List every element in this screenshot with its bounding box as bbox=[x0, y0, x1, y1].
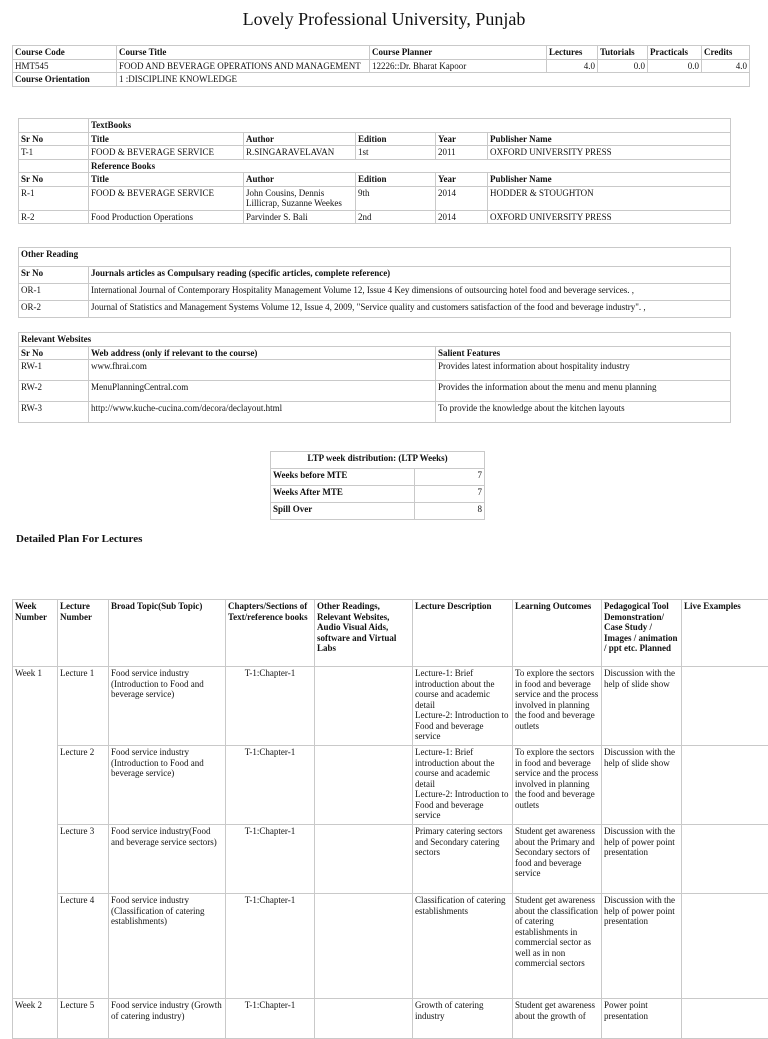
broad-topic: Food service industry (Introduction to Food and beverage service) bbox=[109, 667, 226, 746]
course-planner-header: Course Planner bbox=[370, 46, 547, 60]
other-reading-header-row bbox=[19, 267, 731, 284]
table-header: Sr No bbox=[19, 267, 89, 284]
table-row bbox=[271, 469, 485, 486]
tutorials-header: Tutorials bbox=[598, 46, 648, 60]
cell: 7 bbox=[415, 469, 485, 486]
websites-label: Relevant Websites bbox=[19, 333, 731, 347]
table-header: Sr No bbox=[19, 132, 89, 146]
textbooks-label: TextBooks bbox=[89, 119, 731, 133]
table-row bbox=[13, 825, 768, 894]
table-row bbox=[13, 667, 768, 746]
cell: FOOD & BEVERAGE SERVICE bbox=[89, 146, 244, 160]
cell: International Journal of Contemporary Hospitality Management Volume 12, Issue 4 Key dimensions of outsourcing hotel food and beverage services. , bbox=[89, 284, 731, 301]
broad-topic: Food service industry (Growth of catering industry) bbox=[109, 999, 226, 1039]
cell: FOOD & BEVERAGE SERVICE bbox=[89, 186, 244, 210]
table-header: Sr No bbox=[19, 346, 89, 360]
table-header: Journals articles as Compulsary reading (specific articles, complete reference) bbox=[89, 267, 731, 284]
table-row bbox=[13, 999, 768, 1039]
table-row bbox=[19, 381, 731, 402]
table-row bbox=[19, 186, 731, 210]
lecture-description: Primary catering sectors and Secondary catering sectors bbox=[413, 825, 513, 894]
tutorials-value: 0.0 bbox=[598, 59, 648, 73]
cell: R.SINGARAVELAVAN bbox=[244, 146, 356, 160]
table-header: Other Readings, Relevant Websites, Audio Visual Aids, software and Virtual Labs bbox=[315, 600, 413, 667]
websites-section-row bbox=[19, 333, 731, 347]
reference-books-label: Reference Books bbox=[89, 159, 731, 173]
table-row bbox=[19, 210, 731, 224]
ltp-table bbox=[270, 451, 485, 520]
table-row bbox=[13, 746, 768, 825]
broad-topic: Food service industry (Classification of catering establishments) bbox=[109, 894, 226, 999]
table-header: Year bbox=[436, 173, 488, 187]
course-value-row bbox=[13, 59, 750, 73]
table-header: Week Number bbox=[13, 600, 58, 667]
lecture-description: Lecture-1: Brief introduction about the course and academic detail Lecture-2: Introduction to Food and beverage service bbox=[413, 746, 513, 825]
chapters: T-1:Chapter-1 bbox=[226, 999, 315, 1039]
table-row bbox=[19, 402, 731, 423]
cell: 2011 bbox=[436, 146, 488, 160]
course-code-header: Course Code bbox=[13, 46, 117, 60]
cell: 2nd bbox=[356, 210, 436, 224]
table-header: Publisher Name bbox=[488, 173, 731, 187]
cell: Journal of Statistics and Management Systems Volume 12, Issue 4, 2009, "Service quality and customers satisfaction of the food and beverage industry". , bbox=[89, 301, 731, 318]
cell: OR-1 bbox=[19, 284, 89, 301]
cell: Weeks before MTE bbox=[271, 469, 415, 486]
lecture-description: Lecture-1: Brief introduction about the course and academic detail Lecture-2: Introduction to Food and beverage service bbox=[413, 667, 513, 746]
cell: Food Production Operations bbox=[89, 210, 244, 224]
live-examples bbox=[682, 667, 768, 746]
cell: HODDER & STOUGHTON bbox=[488, 186, 731, 210]
cell: 2014 bbox=[436, 186, 488, 210]
lecture-description: Growth of catering industry bbox=[413, 999, 513, 1039]
other-reading-section-row bbox=[19, 248, 731, 267]
cell: To provide the knowledge about the kitchen layouts bbox=[436, 402, 731, 423]
table-header: Web address (only if relevant to the course) bbox=[89, 346, 436, 360]
table-row bbox=[19, 360, 731, 381]
table-header: Chapters/Sections of Text/reference books bbox=[226, 600, 315, 667]
week-number: Week 2 bbox=[13, 999, 58, 1039]
table-header: Sr No bbox=[19, 173, 89, 187]
plan-header-row bbox=[13, 600, 768, 667]
reference-section-row bbox=[19, 159, 731, 173]
credits-value: 4.0 bbox=[702, 59, 750, 73]
course-info-table bbox=[12, 45, 750, 87]
ltp-header-row bbox=[271, 452, 485, 469]
cell: Provides latest information about hospitality industry bbox=[436, 360, 731, 381]
lecture-description: Classification of catering establishments bbox=[413, 894, 513, 999]
table-header: Edition bbox=[356, 132, 436, 146]
table-header: Lecture Number bbox=[58, 600, 109, 667]
table-row bbox=[13, 894, 768, 999]
books-table bbox=[18, 118, 731, 224]
lecture-number: Lecture 3 bbox=[58, 825, 109, 894]
other-reading-table bbox=[18, 247, 731, 318]
chapters: T-1:Chapter-1 bbox=[226, 894, 315, 999]
other-readings bbox=[315, 999, 413, 1039]
cell: OR-2 bbox=[19, 301, 89, 318]
course-planner: 12226::Dr. Bharat Kapoor bbox=[370, 59, 547, 73]
learning-outcomes: Student get awareness about the Primary and Secondary sectors of food and beverage service bbox=[513, 825, 602, 894]
page-title: Lovely Professional University, Punjab bbox=[0, 8, 768, 30]
table-header: Title bbox=[89, 132, 244, 146]
lectures-value: 4.0 bbox=[547, 59, 598, 73]
lecture-number: Lecture 2 bbox=[58, 746, 109, 825]
websites-header-row bbox=[19, 346, 731, 360]
table-header: Year bbox=[436, 132, 488, 146]
lecture-plan-table bbox=[12, 599, 768, 1039]
cell: RW-2 bbox=[19, 381, 89, 402]
table-header: Author bbox=[244, 132, 356, 146]
other-readings bbox=[315, 894, 413, 999]
table-header: Pedagogical Tool Demonstration/ Case Study / Images / animation / ppt etc. Planned bbox=[602, 600, 682, 667]
live-examples bbox=[682, 825, 768, 894]
course-orientation-label: Course Orientation bbox=[13, 73, 117, 87]
table-row bbox=[271, 503, 485, 520]
broad-topic: Food service industry (Introduction to Food and beverage service) bbox=[109, 746, 226, 825]
table-header: Lecture Description bbox=[413, 600, 513, 667]
practicals-value: 0.0 bbox=[648, 59, 702, 73]
learning-outcomes: Student get awareness about the classification of catering establishments in commercial sector as well as in non commercial sectors bbox=[513, 894, 602, 999]
cell: John Cousins, Dennis Lillicrap, Suzanne Weekes bbox=[244, 186, 356, 210]
learning-outcomes: Student get awareness about the growth of bbox=[513, 999, 602, 1039]
cell: Parvinder S. Bali bbox=[244, 210, 356, 224]
credits-header: Credits bbox=[702, 46, 750, 60]
cell: Provides the information about the menu and menu planning bbox=[436, 381, 731, 402]
cell: 9th bbox=[356, 186, 436, 210]
practicals-header: Practicals bbox=[648, 46, 702, 60]
cell: T-1 bbox=[19, 146, 89, 160]
pedagogical-tool: Discussion with the help of power point presentation bbox=[602, 825, 682, 894]
textbooks-header-row bbox=[19, 132, 731, 146]
lectures-header: Lectures bbox=[547, 46, 598, 60]
cell: Spill Over bbox=[271, 503, 415, 520]
live-examples bbox=[682, 999, 768, 1039]
other-readings bbox=[315, 825, 413, 894]
chapters: T-1:Chapter-1 bbox=[226, 746, 315, 825]
other-reading-label: Other Reading bbox=[19, 248, 731, 267]
table-header: Salient Features bbox=[436, 346, 731, 360]
learning-outcomes: To explore the sectors in food and beverage service and the process involved in planning the food and beverage outlets bbox=[513, 667, 602, 746]
chapters: T-1:Chapter-1 bbox=[226, 667, 315, 746]
table-header: Title bbox=[89, 173, 244, 187]
course-code: HMT545 bbox=[13, 59, 117, 73]
table-row bbox=[271, 486, 485, 503]
table-header: Publisher Name bbox=[488, 132, 731, 146]
website-link[interactable]: http://www.kuche-cucina.com/decora/declayout.html bbox=[89, 402, 436, 423]
cell: R-2 bbox=[19, 210, 89, 224]
lecture-number: Lecture 5 bbox=[58, 999, 109, 1039]
pedagogical-tool: Discussion with the help of slide show bbox=[602, 746, 682, 825]
course-orientation-row bbox=[13, 73, 750, 87]
table-header: Learning Outcomes bbox=[513, 600, 602, 667]
other-readings bbox=[315, 667, 413, 746]
cell: 1st bbox=[356, 146, 436, 160]
live-examples bbox=[682, 894, 768, 999]
cell: 8 bbox=[415, 503, 485, 520]
cell: Weeks After MTE bbox=[271, 486, 415, 503]
cell: RW-1 bbox=[19, 360, 89, 381]
course-title-header: Course Title bbox=[117, 46, 370, 60]
table-header: Broad Topic(Sub Topic) bbox=[109, 600, 226, 667]
lecture-number: Lecture 1 bbox=[58, 667, 109, 746]
cell: R-1 bbox=[19, 186, 89, 210]
week-number: Week 1 bbox=[13, 667, 58, 999]
table-row bbox=[19, 301, 731, 318]
cell: OXFORD UNIVERSITY PRESS bbox=[488, 146, 731, 160]
live-examples bbox=[682, 746, 768, 825]
ltp-header: LTP week distribution: (LTP Weeks) bbox=[271, 452, 485, 469]
course-title: FOOD AND BEVERAGE OPERATIONS AND MANAGEMENT bbox=[117, 59, 370, 73]
course-header-row bbox=[13, 46, 750, 60]
chapters: T-1:Chapter-1 bbox=[226, 825, 315, 894]
websites-table bbox=[18, 332, 731, 423]
cell: 2014 bbox=[436, 210, 488, 224]
plan-heading: Detailed Plan For Lectures bbox=[16, 534, 142, 545]
textbooks-section-row bbox=[19, 119, 731, 133]
pedagogical-tool: Power point presentation bbox=[602, 999, 682, 1039]
cell: OXFORD UNIVERSITY PRESS bbox=[488, 210, 731, 224]
pedagogical-tool: Discussion with the help of slide show bbox=[602, 667, 682, 746]
other-readings bbox=[315, 746, 413, 825]
learning-outcomes: To explore the sectors in food and beverage service and the process involved in planning the food and beverage outlets bbox=[513, 746, 602, 825]
cell: 7 bbox=[415, 486, 485, 503]
table-header: Author bbox=[244, 173, 356, 187]
reference-header-row bbox=[19, 173, 731, 187]
lecture-number: Lecture 4 bbox=[58, 894, 109, 999]
table-header: Live Examples bbox=[682, 600, 768, 667]
broad-topic: Food service industry(Food and beverage service sectors) bbox=[109, 825, 226, 894]
website-link[interactable]: MenuPlanningCentral.com bbox=[89, 381, 436, 402]
course-orientation-value: 1 :DISCIPLINE KNOWLEDGE bbox=[117, 73, 750, 87]
cell: RW-3 bbox=[19, 402, 89, 423]
website-link[interactable]: www.fhrai.com bbox=[89, 360, 436, 381]
table-row bbox=[19, 284, 731, 301]
table-row bbox=[19, 146, 731, 160]
table-header: Edition bbox=[356, 173, 436, 187]
pedagogical-tool: Discussion with the help of power point presentation bbox=[602, 894, 682, 999]
